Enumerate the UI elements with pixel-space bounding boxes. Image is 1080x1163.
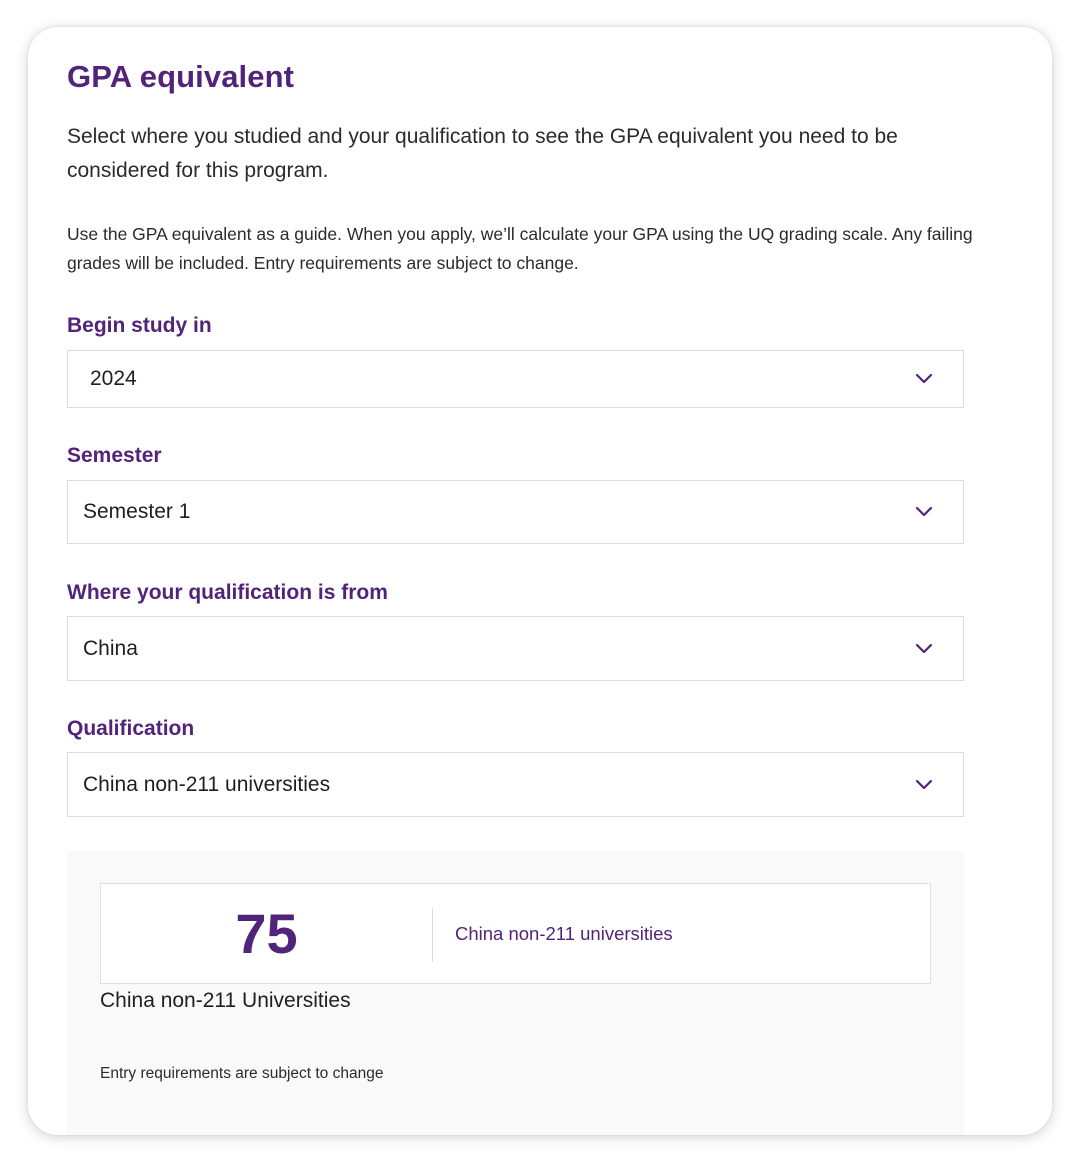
- score-qualification: China non-211 universities: [455, 922, 673, 944]
- origin-label: Where your qualification is from: [67, 581, 388, 604]
- chevron-down-icon: [915, 779, 933, 791]
- chevron-down-icon: [915, 373, 933, 385]
- result-qualification-name: China non-211 Universities: [100, 989, 351, 1012]
- qualification-value: China non-211 universities: [83, 772, 331, 796]
- result-note: Entry requirements are subject to change: [100, 1065, 384, 1082]
- gpa-score: 75: [235, 902, 298, 965]
- qualification-select[interactable]: [67, 752, 964, 817]
- semester-select[interactable]: [67, 480, 964, 544]
- origin-select[interactable]: [67, 616, 964, 681]
- guide-note: Use the GPA equivalent as a guide. When you apply, we’ll calculate your GPA using the UQ grading scale. Any failing grades will be included. Entry requirements are subject to change.: [67, 224, 973, 273]
- semester-label: Semester: [67, 444, 162, 467]
- begin-study-value: 2024: [90, 367, 137, 390]
- begin-study-select[interactable]: [67, 350, 964, 408]
- origin-value: China: [83, 636, 138, 660]
- begin-study-label: Begin study in: [67, 314, 212, 337]
- chevron-down-icon: [915, 506, 933, 518]
- page-title: GPA equivalent: [67, 59, 295, 94]
- chevron-down-icon: [915, 643, 933, 655]
- score-divider: [432, 908, 433, 962]
- intro-text: Select where you studied and your qualification to see the GPA equivalent you need to be considered for this program.: [67, 125, 898, 182]
- qualification-label: Qualification: [67, 717, 195, 740]
- gpa-score-box: [100, 883, 931, 984]
- semester-value: Semester 1: [83, 500, 191, 523]
- result-panel: [67, 851, 964, 1135]
- gpa-equivalent-card: [28, 27, 1052, 1135]
